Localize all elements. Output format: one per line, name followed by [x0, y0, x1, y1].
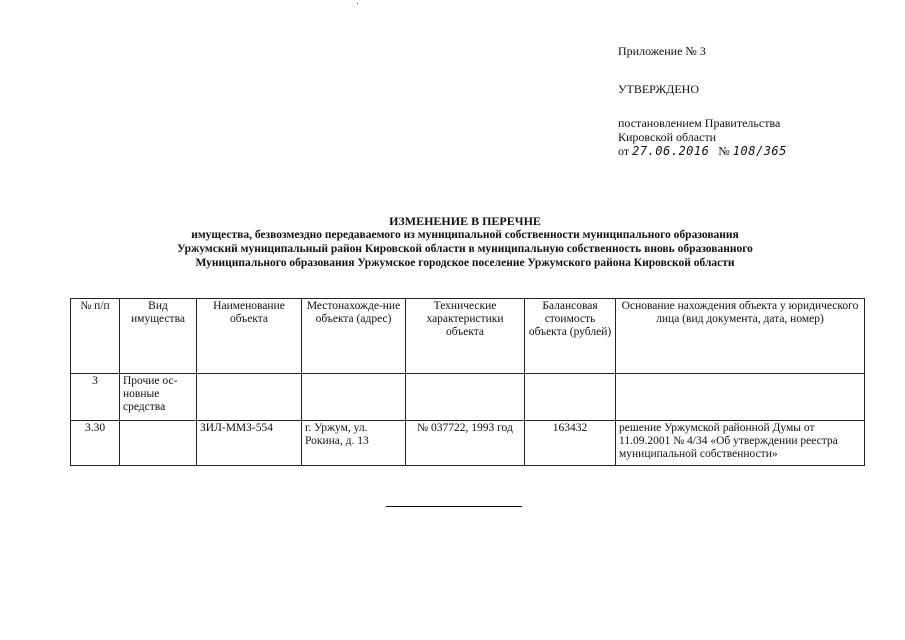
cell-type [120, 421, 197, 466]
cell-num: 3 [71, 374, 120, 421]
table-row [71, 421, 865, 466]
title-line-1: имущества, безвозмездно передаваемого из муниципальной собственности муниципального образования [191, 229, 739, 241]
header-value: Балансовая стоимость объекта (рублей) [525, 299, 616, 374]
cell-basis: решение Уржумской районной Думы от 11.09.2001 № 4/34 «Об утверждении реестра муниципальной собственности» [616, 421, 865, 466]
cell-name: ЗИЛ-ММЗ-554 [197, 421, 302, 466]
approved-label: УТВЕРЖДЕНО [618, 82, 700, 96]
cell-empty [302, 374, 406, 421]
cell-empty [406, 374, 525, 421]
title-line-2: Уржумский муниципальный район Кировской области в муниципальную собственность вновь образованного [177, 243, 753, 255]
table-header-row [71, 299, 865, 374]
title-main: ИЗМЕНЕНИЕ В ПЕРЕЧНЕ [389, 214, 541, 228]
cell-location: г. Уржум, ул. Рокина, д. 13 [302, 421, 406, 466]
table-row [71, 374, 865, 421]
closing-divider [386, 506, 522, 507]
appendix-label: Приложение № 3 [618, 44, 706, 58]
cell-type: Прочие ос-новные средства [120, 374, 197, 421]
cell-empty [197, 374, 302, 421]
header-basis: Основание нахождения объекта у юридического лица (вид документа, дата, номер) [616, 299, 865, 374]
decree-line-1: постановлением Правительства [618, 116, 781, 130]
decree-date-number [618, 144, 787, 158]
cell-num: 3.30 [71, 421, 120, 466]
number-prefix: № [718, 144, 730, 158]
date-prefix: от [618, 144, 630, 158]
scan-speck [357, 3, 358, 4]
title-line-3: Муниципального образования Уржумское городское поселение Уржумского района Кировской области [195, 257, 735, 269]
header-type: Вид имущества [120, 299, 197, 374]
cell-value: 163432 [525, 421, 616, 466]
header-location: Местонахожде-ние объекта (адрес) [302, 299, 406, 374]
document-title [100, 214, 830, 270]
cell-empty [616, 374, 865, 421]
header-name: Наименование объекта [197, 299, 302, 374]
approval-stamp-block [618, 44, 787, 158]
header-specs: Технические характеристики объекта [406, 299, 525, 374]
handwritten-date: 27.06.2016 [632, 144, 710, 158]
cell-specs: № 037722, 1993 год [406, 421, 525, 466]
property-table [70, 298, 865, 466]
handwritten-number: 108/365 [732, 144, 787, 158]
cell-empty [525, 374, 616, 421]
header-num: № п/п [71, 299, 120, 374]
decree-line-2: Кировской области [618, 130, 717, 144]
